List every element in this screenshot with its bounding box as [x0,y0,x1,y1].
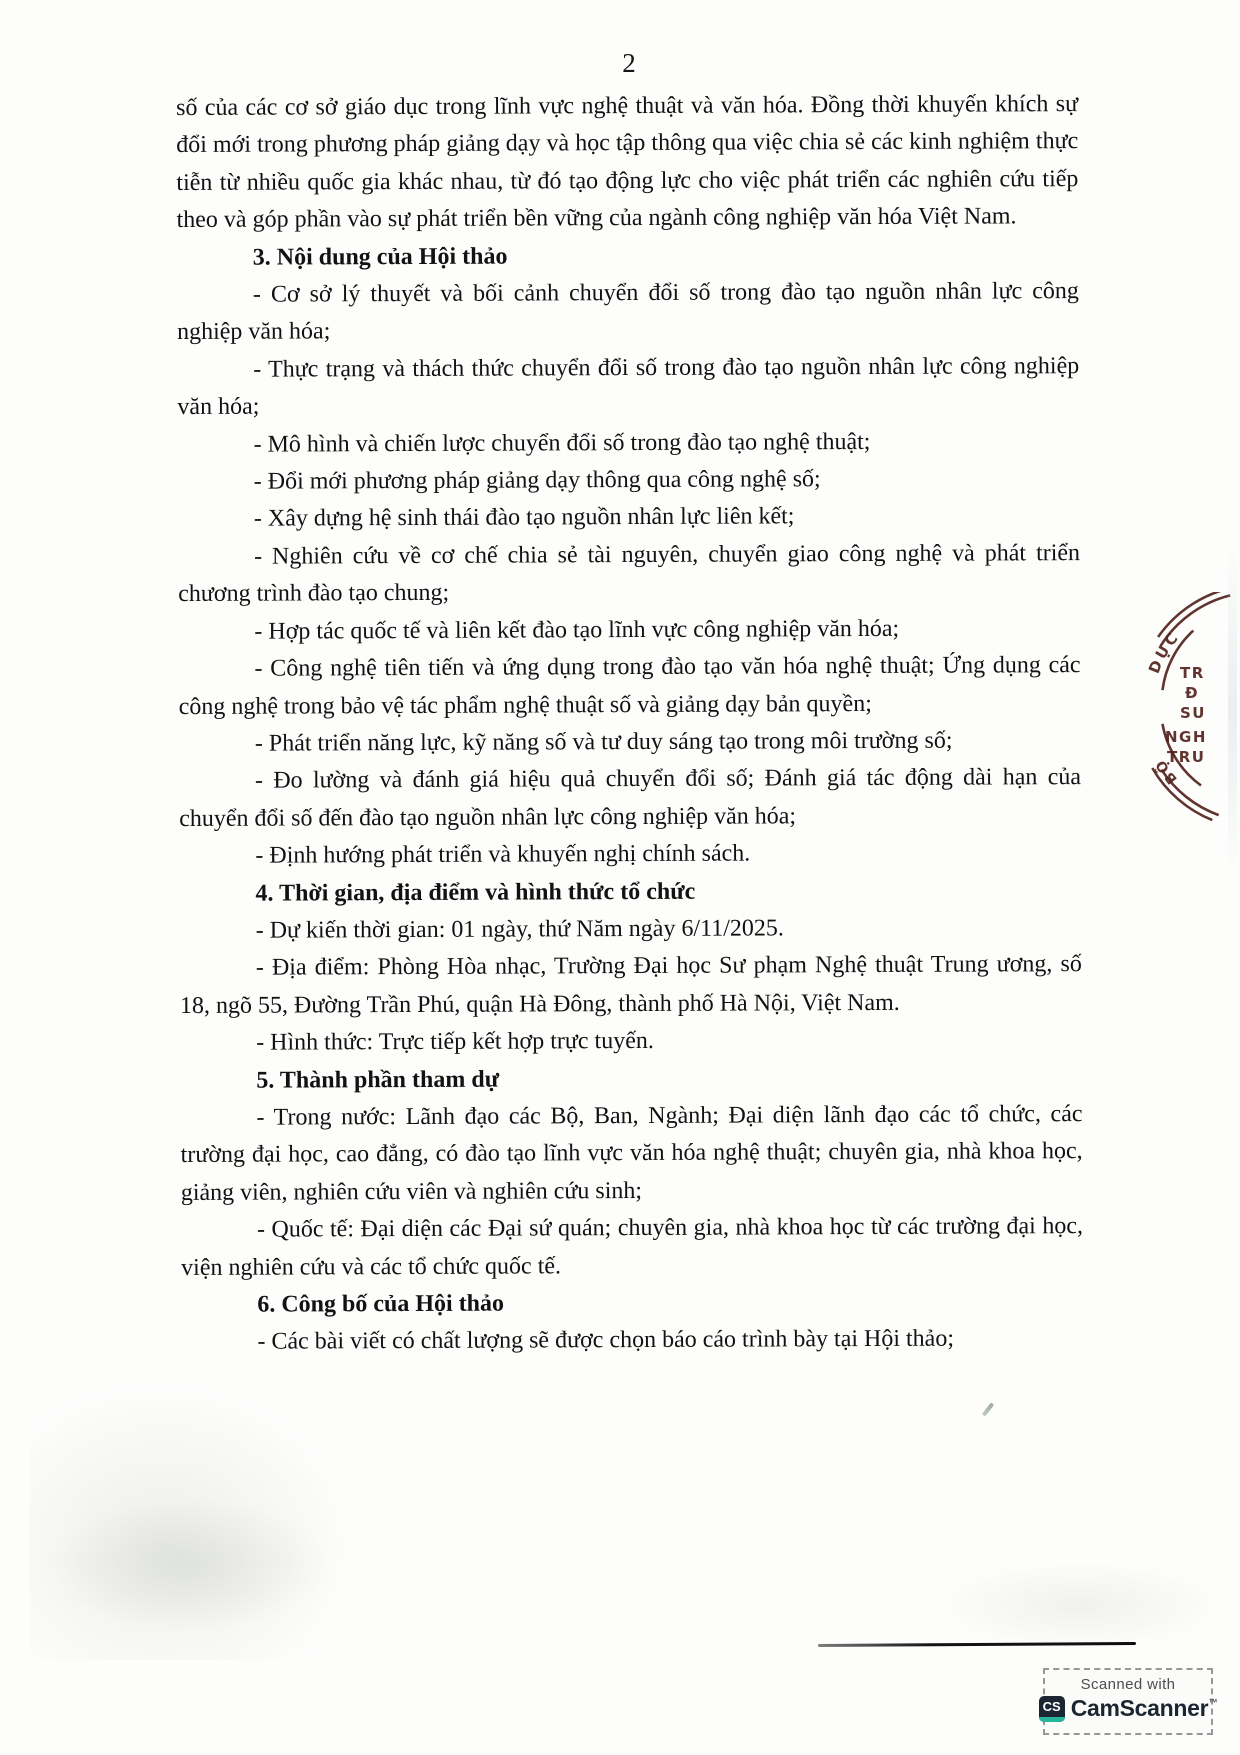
section-6-heading: 6. Công bố của Hội thảo [257,1290,505,1318]
camscanner-logo-text: CS [1042,1698,1061,1714]
bullet-item: - Dự kiến thời gian: 01 ngày, thứ Năm ngày 6/11/2025. [255,915,784,944]
bullet-item: - Định hướng phát triển và khuyến nghị chính sách. [255,840,751,869]
bullet-item: - Nghiên cứu về cơ chế chia sẻ tài nguyên, chuyển giao công nghệ và phát triển chương trình đào tạo chung; [178,539,1081,608]
scan-artifact-tick [982,1402,994,1416]
camscanner-watermark [1042,1668,1218,1735]
section-5-heading: 5. Thành phần tham dự [256,1066,500,1094]
section-3-heading: 3. Nội dung của Hội thảo [252,243,508,271]
seal-center-line: SU [1180,704,1206,722]
document-body [176,86,1084,1362]
bullet-item: - Phát triển năng lực, kỹ năng số và tư duy sáng tạo trong môi trường số; [254,727,953,757]
official-seal-stamp-partial [1118,592,1240,827]
seal-center-line: NGH [1165,728,1207,746]
section-4-heading: 4. Thời gian, địa điểm và hình thức tổ chức [255,878,696,907]
page-number: 2 [622,48,636,78]
bullet-item: - Trong nước: Lãnh đạo các Bộ, Ban, Ngành; Đại diện lãnh đạo các tổ chức, các trường đại học, cao đẳng, có đào tạo lĩnh vực văn hóa nghệ thuật; chuyên gia, nhà khoa học, giảng viên, nghiên cứu viên và nghiên cứu sinh; [180,1101,1083,1206]
bullet-item: - Địa điểm: Phòng Hòa nhạc, Trường Đại học Sư phạm Nghệ thuật Trung ương, số 18, ngõ 55, Đường Trần Phú, quận Hà Đông, thành phố Hà Nội, Việt Nam. [179,951,1082,1019]
camscanner-logo-icon [1039,1696,1065,1722]
seal-ring-text-top: DỤC [1144,627,1184,677]
scan-edge-streak [1228,540,1237,880]
seal-ring-text-bottom: BỘ [1152,755,1181,787]
seal-center-line: TRU [1167,748,1206,766]
bullet-item: - Xây dựng hệ sinh thái đào tạo nguồn nhân lực liên kết; [253,503,795,533]
seal-center-line: TR [1180,664,1205,682]
scanned-with-label: Scanned with [1080,1676,1176,1693]
bullet-item: - Công nghệ tiên tiến và ứng dụng trong đào tạo văn hóa nghệ thuật; Ứng dụng các công nghệ trong bảo vệ tác phẩm nghệ thuật số và giảng dạy bản quyền; [178,652,1081,720]
bullet-item: - Cơ sở lý thuyết và bối cảnh chuyển đổi số trong đào tạo nguồn nhân lực công nghiệp văn hóa; [177,278,1079,346]
camscanner-brand-text: CamScanner [1070,1695,1209,1721]
scan-noise-blob [930,1560,1230,1650]
bullet-item: - Quốc tế: Đại diện các Đại sứ quán; chuyên gia, nhà khoa học từ các trường đại học, viện nghiên cứu và các tổ chức quốc tế. [181,1213,1084,1281]
trademark-symbol: ™ [1208,1697,1218,1707]
bullet-item: - Thực trạng và thách thức chuyển đổi số trong đào tạo nguồn nhân lực công nghiệp văn hóa; [177,352,1080,421]
paragraph-continuation: số của các cơ sở giáo dục trong lĩnh vực nghệ thuật và văn hóa. Đồng thời khuyến khích sự đổi mới trong phương pháp giảng dạy và học tập thông qua việc chia sẻ các kinh nghiệm thực tiễn từ nhiều quốc gia khác nhau, từ đó tạo động lực cho việc phát triển các nghiên cứu tiếp theo và góp phần vào sự phát triển bền vững của ngành công nghiệp văn hóa Việt Nam. [176,91,1079,234]
bullet-item: - Đổi mới phương pháp giảng dạy thông qua công nghệ số; [253,466,821,495]
bullet-item: - Các bài viết có chất lượng sẽ được chọn báo cáo trình bày tại Hội thảo; [257,1326,955,1356]
seal-center-line: Đ [1185,684,1200,702]
bullet-item: - Mô hình và chiến lược chuyển đổi số trong đào tạo nghệ thuật; [253,428,871,458]
bullet-item: - Hình thức: Trực tiếp kết hợp trực tuyến. [256,1028,654,1056]
bullet-item: - Hợp tác quốc tế và liên kết đào tạo lĩnh vực công nghiệp văn hóa; [254,615,900,645]
bullet-item: - Đo lường và đánh giá hiệu quả chuyển đổi số; Đánh giá tác động dài hạn của chuyển đổi số đến đào tạo nguồn nhân lực công nghiệp văn hóa; [179,764,1082,832]
scan-noise-blob [50,1500,330,1630]
